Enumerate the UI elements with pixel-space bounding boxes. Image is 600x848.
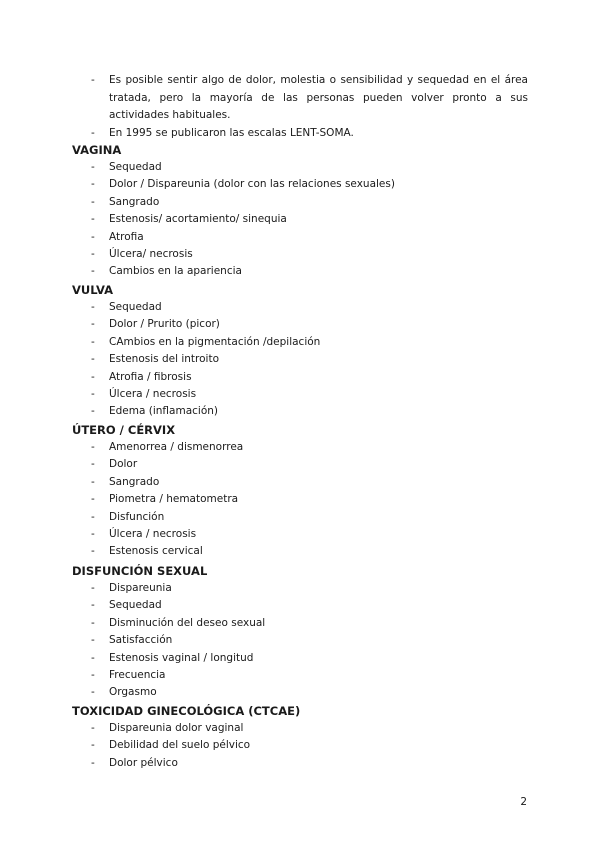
list-item xyxy=(72,650,528,667)
intro-list xyxy=(72,72,528,142)
bullet-dash: - xyxy=(91,405,95,418)
list-item xyxy=(72,211,528,228)
list-item-text: Atrofia / fibrosis xyxy=(109,370,192,383)
bullet-dash: - xyxy=(91,458,95,471)
list-item-text: Úlcera / necrosis xyxy=(109,387,197,400)
list-item xyxy=(72,263,528,280)
list-item xyxy=(72,491,528,508)
list-item-text: Satisfacción xyxy=(109,634,173,647)
list-item-text: Dispareunia xyxy=(109,582,172,594)
bullet-dash: - xyxy=(91,265,95,278)
list-item-text: Dolor xyxy=(109,458,138,471)
bullet-dash: - xyxy=(91,387,95,400)
list-item xyxy=(72,526,528,543)
list-item-text: Debilidad del suelo pélvico xyxy=(109,739,251,752)
list-item-text: Estenosis vaginal / longitud xyxy=(109,651,254,664)
section-list xyxy=(72,439,528,561)
bullet-dash: - xyxy=(91,686,95,699)
section-heading: VULVA xyxy=(72,283,114,297)
bullet-dash: - xyxy=(91,353,95,366)
list-item xyxy=(72,597,528,614)
list-item xyxy=(72,737,528,754)
list-item-text: Dolor / Dispareunia (dolor con las relaciones sexuales) xyxy=(109,178,395,191)
list-item xyxy=(72,684,528,701)
section-heading: VAGINA xyxy=(72,143,122,157)
list-item xyxy=(72,125,528,143)
bullet-dash: - xyxy=(91,527,95,540)
list-item-text: Dispareunia dolor vaginal xyxy=(109,722,244,734)
list-item xyxy=(72,403,528,420)
bullet-dash: - xyxy=(91,247,95,260)
list-item-text: Úlcera / necrosis xyxy=(109,527,197,540)
list-item xyxy=(72,755,528,772)
section-vagina xyxy=(72,142,528,281)
bullet-dash: - xyxy=(91,161,95,173)
list-item-text: Piometra / hematometra xyxy=(109,493,239,506)
bullet-dash: - xyxy=(91,195,95,208)
bullet-dash: - xyxy=(91,335,95,348)
bullet-dash: - xyxy=(91,493,95,506)
section-list xyxy=(72,580,528,702)
list-item xyxy=(72,176,528,193)
list-item xyxy=(72,456,528,473)
bullet-dash: - xyxy=(91,545,95,558)
list-item-text: Dolor pélvico xyxy=(109,756,178,769)
list-item-text: Dolor / Prurito (picor) xyxy=(109,318,220,331)
section-utero-cervix xyxy=(72,422,528,561)
bullet-dash: - xyxy=(91,651,95,664)
bullet-dash: - xyxy=(91,756,95,769)
section-heading: ÚTERO / CÉRVIX xyxy=(72,423,176,437)
list-item-text: Sangrado xyxy=(109,475,160,488)
bullet-dash: - xyxy=(91,318,95,331)
list-item-text: Estenosis del introito xyxy=(109,353,219,366)
list-item-text: Estenosis/ acortamiento/ sinequia xyxy=(109,213,287,226)
bullet-dash: - xyxy=(91,616,95,629)
bullet-dash: - xyxy=(91,301,95,313)
list-item xyxy=(72,543,528,560)
section-vulva xyxy=(72,282,528,421)
list-item xyxy=(72,72,528,125)
list-item xyxy=(72,246,528,263)
bullet-dash: - xyxy=(91,126,95,139)
list-item-text: Úlcera/ necrosis xyxy=(109,247,193,260)
section-disfuncion-sexual xyxy=(72,563,528,702)
bullet-dash: - xyxy=(91,370,95,383)
list-item-text: Frecuencia xyxy=(109,668,166,681)
list-item-text: Sangrado xyxy=(109,195,160,208)
bullet-dash: - xyxy=(91,230,95,243)
list-item xyxy=(72,351,528,368)
section-list xyxy=(72,299,528,421)
list-item xyxy=(72,334,528,351)
list-item-text: CAmbios en la pigmentación /depilación xyxy=(109,335,321,348)
section-heading: DISFUNCIÓN SEXUAL xyxy=(72,564,208,578)
bullet-dash: - xyxy=(91,74,95,86)
list-item-text: Disminución del deseo sexual xyxy=(109,616,266,629)
bullet-dash: - xyxy=(91,634,95,647)
list-item xyxy=(72,667,528,684)
list-item xyxy=(72,299,528,316)
bullet-dash: - xyxy=(91,213,95,226)
list-item xyxy=(72,509,528,526)
list-item xyxy=(72,159,528,176)
bullet-dash: - xyxy=(91,510,95,523)
list-item xyxy=(72,439,528,456)
list-item-text: Atrofia xyxy=(109,230,144,243)
bullet-dash: - xyxy=(91,722,95,734)
list-item-text: Amenorrea / dismenorrea xyxy=(109,441,244,453)
list-item-text: Orgasmo xyxy=(109,686,157,699)
list-item-text: Sequedad xyxy=(109,161,162,173)
list-item xyxy=(72,316,528,333)
bullet-dash: - xyxy=(91,668,95,681)
list-item xyxy=(72,474,528,491)
bullet-dash: - xyxy=(91,475,95,488)
page-number: 2 xyxy=(520,796,527,808)
list-item-text: Cambios en la apariencia xyxy=(109,265,242,278)
list-item-text: Sequedad xyxy=(109,301,162,313)
list-item xyxy=(72,229,528,246)
list-item xyxy=(72,720,528,737)
list-item-text: Sequedad xyxy=(109,599,162,612)
list-item-text: En 1995 se publicaron las escalas LENT-SOMA. xyxy=(109,126,354,139)
list-item xyxy=(72,580,528,597)
list-item-text: Disfunción xyxy=(109,510,165,523)
section-list xyxy=(72,720,528,772)
list-item xyxy=(72,369,528,386)
list-item xyxy=(72,632,528,649)
list-item xyxy=(72,615,528,632)
list-item-text: Edema (inflamación) xyxy=(109,405,219,418)
bullet-dash: - xyxy=(91,739,95,752)
bullet-dash: - xyxy=(91,178,95,191)
section-heading: TOXICIDAD GINECOLÓGICA (CTCAE) xyxy=(72,704,301,718)
list-item xyxy=(72,194,528,211)
bullet-dash: - xyxy=(91,441,95,453)
bullet-dash: - xyxy=(91,599,95,612)
section-list xyxy=(72,159,528,281)
section-toxicidad-ginecologica xyxy=(72,703,528,772)
bullet-dash: - xyxy=(91,582,95,594)
list-item-text: Estenosis cervical xyxy=(109,545,203,558)
list-item-text: Es posible sentir algo de dolor, molestia o sensibilidad y sequedad en el área tratada, pero la mayoría de las personas pueden volver pronto a sus actividades habituales. xyxy=(109,74,528,121)
list-item xyxy=(72,386,528,403)
